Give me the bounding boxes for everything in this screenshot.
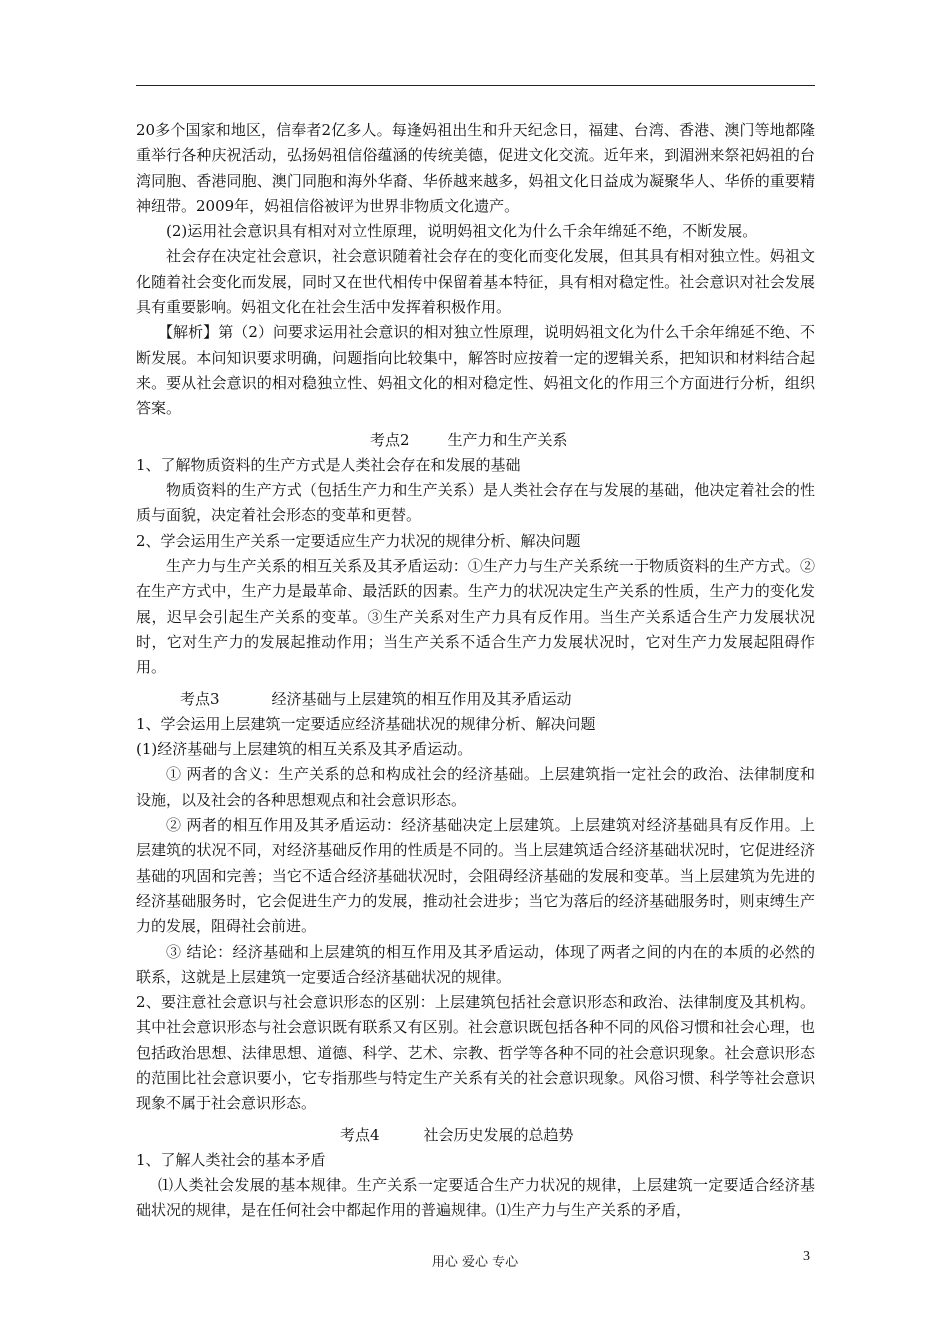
page-number: 3	[803, 1249, 810, 1264]
answer-2: 社会存在决定社会意识，社会意识随着社会存在的变化而变化发展，但其具有相对独立性。妈祖文化随着社会变化而发展，同时又在世代相传中保留着基本特征，具有相对稳定性。社会意识对社会发展具有重要影响。妈祖文化在社会生活中发挥着积极作用。	[136, 247, 815, 317]
section-3-item-2: ② 两者的相互作用及其矛盾运动：经济基础决定上层建筑。上层建筑对经济基础具有反作用。上层建筑的状况不同，对经济基础反作用的性质是不同的。当上层建筑适合经济基础状况时，它促进经济基础的巩固和完善；当它不适合经济基础状况时，会阻碍经济基础的发展和变革。当上层建筑为先进的经济基础服务时，它会促进生产力的发展，推动社会进步；当它为落后的经济基础服务时，则束缚生产力的发展，阻碍社会前进。	[136, 816, 815, 936]
section-heading-2	[136, 428, 815, 453]
heading-4-title: 社会历史发展的总趋势	[423, 1125, 574, 1144]
point-2-body: 生产力与生产关系的相互关系及其矛盾运动：①生产力与生产关系统一于物质资料的生产方式。②在生产方式中，生产力是最革命、最活跃的因素。生产力的状况决定生产关系的性质，生产力的变化发展，迟早会引起生产关系的变革。③生产关系对生产力具有反作用。当生产关系适合生产力发展状况时，它对生产力的发展起推动作用；当生产关系不适合生产力发展状况时，它对生产力发展起阻碍作用。	[136, 557, 815, 677]
heading-4-label: 考点4	[340, 1125, 380, 1144]
section-3-item-1: ① 两者的含义：生产关系的总和构成社会的经济基础。上层建筑指一定社会的政治、法律制度和设施，以及社会的各种思想观点和社会意识形态。	[136, 765, 815, 809]
question-2: (2)运用社会意识具有相对对立性原理，说明妈祖文化为什么千余年绵延不绝，不断发展。	[166, 222, 758, 241]
heading-3-label: 考点3	[180, 689, 220, 708]
analysis: 【解析】第（2）问要求运用社会意识的相对独立性原理，说明妈祖文化为什么千余年绵延不绝、不断发展。本问知识要求明确，问题指向比较集中，解答时应按着一定的逻辑关系，把知识和材料结合起来。要从社会意识的相对稳独立性、妈祖文化的相对稳定性、妈祖文化的作用三个方面进行分析，组织答案。	[136, 323, 815, 418]
point-1-heading: 1、了解物质资料的生产方式是人类社会存在和发展的基础	[136, 455, 521, 474]
section-heading-4	[136, 1123, 815, 1148]
paragraph-mazu-intro: 20多个国家和地区，信奉者2亿多人。每逢妈祖出生和升天纪念日，福建、台湾、香港、澳门等地都隆重举行各种庆祝活动，弘扬妈祖信俗蕴涵的传统美德，促进文化交流。近年来，到湄洲来祭祀妈祖的台湾同胞、香港同胞、澳门同胞和海外华裔、华侨越来越多，妈祖文化日益成为凝聚华人、华侨的重要精神纽带。2009年，妈祖信俗被评为世界非物质文化遗产。	[136, 121, 815, 215]
section-3-point-2: 2、要注意社会意识与社会意识形态的区别：上层建筑包括社会意识形态和政治、法律制度及其机构。其中社会意识形态与社会意识既有联系又有区别。社会意识既包括各种不同的风俗习惯和社会心理，也包括政治思想、法律思想、道德、科学、艺术、宗教、哲学等各种不同的社会意识现象。社会意识形态的范围比社会意识要小，它专指那些与特定生产关系有关的社会意识现象。风俗习惯、科学等社会意识现象不属于社会意识形态。	[136, 993, 815, 1113]
section-3-item-3: ③ 结论：经济基础和上层建筑的相互作用及其矛盾运动，体现了两者之间的内在的本质的必然的联系，这就是上层建筑一定要适合经济基础状况的规律。	[136, 942, 815, 986]
footer-motto: 用心 爱心 专心	[431, 1255, 519, 1270]
point-2-heading: 2、学会运用生产关系一定要适应生产力状况的规律分析、解决问题	[136, 531, 581, 550]
header-rule	[136, 85, 815, 86]
section-4-body: ⑴人类社会发展的基本规律。生产关系一定要适合生产力状况的规律，上层建筑一定要适合经济基础状况的规律，是在任何社会中都起作用的普遍规律。⑴生产力与生产关系的矛盾，	[136, 1176, 815, 1220]
point-1-body: 物质资料的生产方式（包括生产力和生产关系）是人类社会存在与发展的基础，他决定着社会的性质与面貌，决定着社会形态的变革和更替。	[136, 481, 815, 525]
heading-3-title: 经济基础与上层建筑的相互作用及其矛盾运动	[271, 689, 572, 708]
heading-2-label: 考点2	[370, 430, 410, 449]
page-body	[136, 118, 815, 1224]
section-heading-3	[136, 687, 815, 712]
heading-2-title: 生产力和生产关系	[447, 430, 568, 449]
section-4-point-1: 1、了解人类社会的基本矛盾	[136, 1150, 326, 1169]
section-3-sub-1: (1)经济基础与上层建筑的相互关系及其矛盾运动。	[136, 740, 473, 759]
section-3-point-1: 1、学会运用上层建筑一定要适应经济基础状况的规律分析、解决问题	[136, 714, 596, 733]
